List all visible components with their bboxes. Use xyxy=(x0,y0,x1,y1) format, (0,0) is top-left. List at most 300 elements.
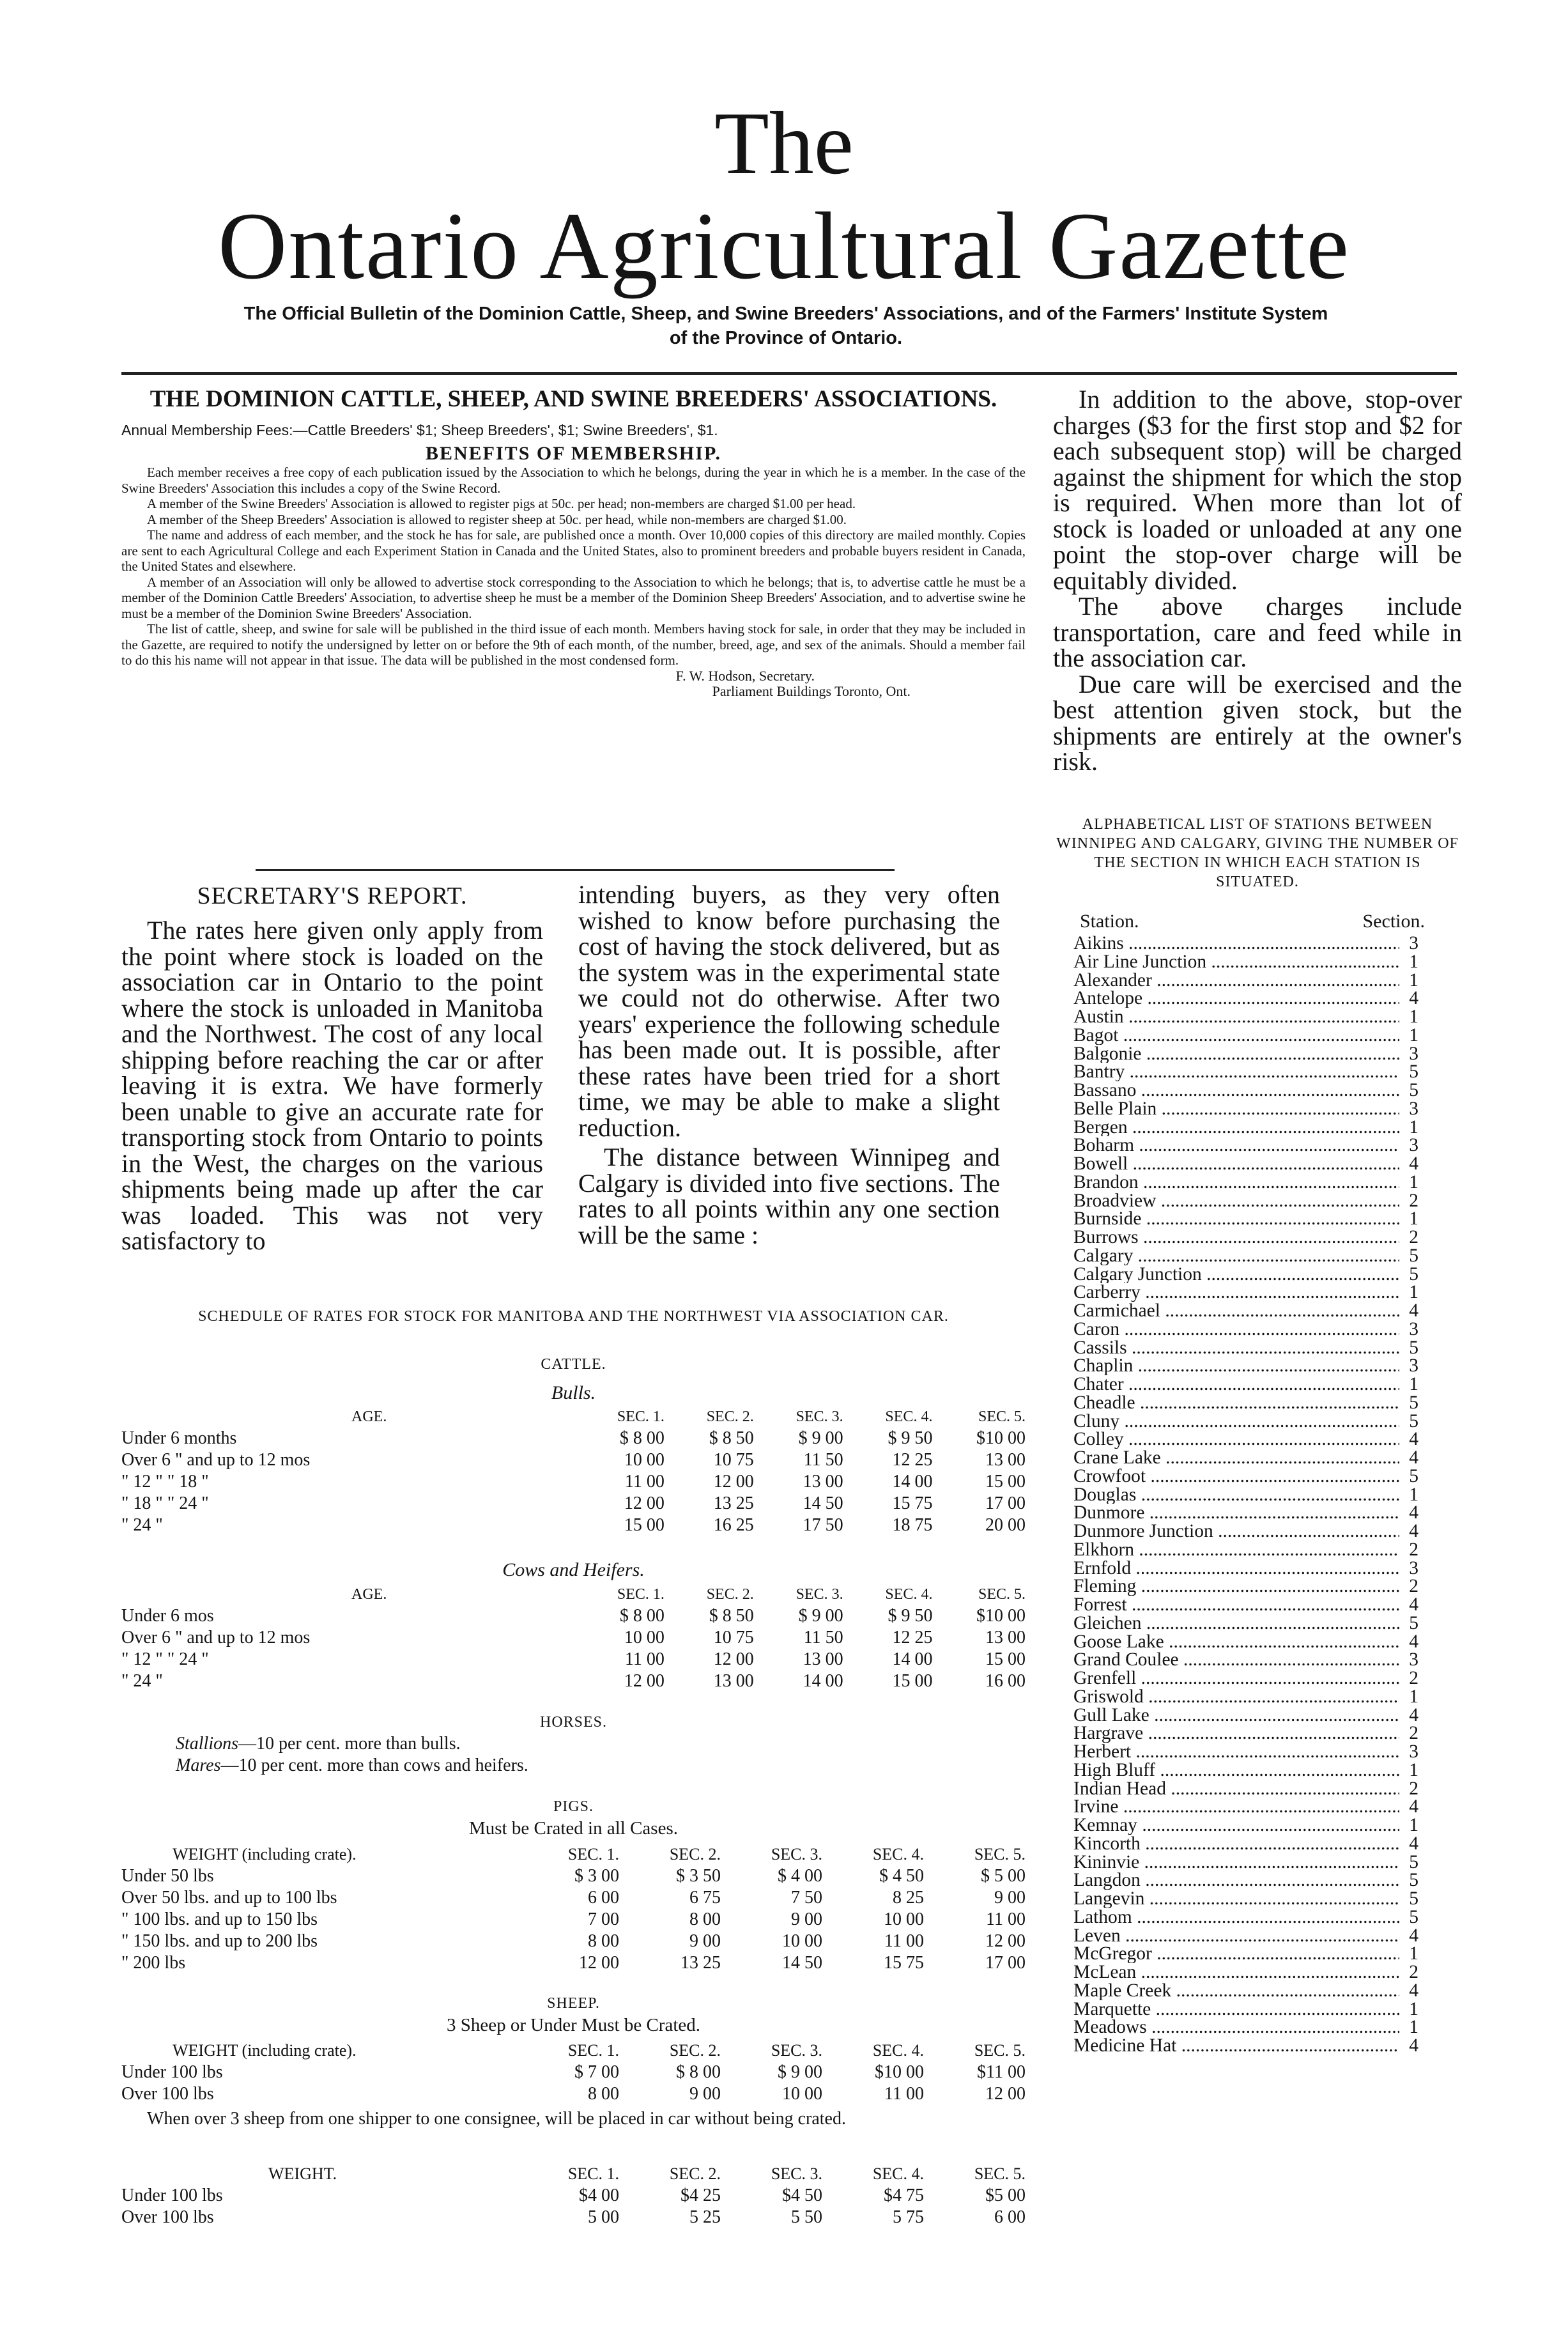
rate-cell: 11 50 xyxy=(803,1450,843,1470)
station-row xyxy=(1073,2037,1418,2055)
station-name: Austin ..... xyxy=(1073,1008,1399,1026)
station-name: Crowfoot ..... xyxy=(1073,1467,1399,1486)
station-name: Maple Creek ..... xyxy=(1073,1982,1399,2000)
rate-cell: $ 7 00 xyxy=(574,2062,619,2082)
station-row xyxy=(1073,1890,1418,1908)
station-section: 2 xyxy=(1409,1668,1418,1688)
station-name: Bagot ..... xyxy=(1073,1026,1399,1045)
station-name: Grenfell ..... xyxy=(1073,1669,1399,1688)
station-section: 3 xyxy=(1409,1318,1418,1339)
station-row xyxy=(1073,1761,1418,1780)
address: Parliament Buildings Toronto, Ont. xyxy=(712,683,911,699)
rate-cell: 10 00 xyxy=(782,1931,822,1951)
sheep-crated-rows xyxy=(121,2062,1026,2105)
rate-cell: 13 00 xyxy=(713,1671,754,1691)
rate-cell: 12 25 xyxy=(892,1450,933,1470)
rate-cell: $10 00 xyxy=(875,2062,924,2082)
masthead-rule xyxy=(121,372,1457,375)
station-section: 3 xyxy=(1409,1557,1418,1578)
rate-row-label: " 18 " " 24 " xyxy=(121,1493,209,1513)
sec-header: SEC. 5. xyxy=(974,2041,1026,2060)
station-section: 2 xyxy=(1409,1576,1418,1597)
station-row xyxy=(1073,1816,1418,1835)
benefit-paragraph: A member of the Sheep Breeders' Association is allowed to register sheep at 50c. per head, while non-members are charged $1.00. xyxy=(147,511,847,527)
station-row xyxy=(1073,1247,1418,1265)
rate-cell: $ 9 00 xyxy=(798,1428,843,1448)
station-row xyxy=(1073,1504,1418,1522)
rate-row xyxy=(121,1627,1026,1649)
station-section: 3 xyxy=(1409,1355,1418,1377)
report-col1 xyxy=(121,882,543,1254)
sec-header: SEC. 2. xyxy=(669,2164,721,2183)
station-name: Gleichen ..... xyxy=(1073,1614,1399,1633)
rate-cell: 13 00 xyxy=(803,1472,843,1492)
station-row xyxy=(1073,1706,1418,1725)
rate-row-label: Under 6 months xyxy=(121,1428,237,1448)
station-section: 1 xyxy=(1409,2017,1418,2038)
station-section: 4 xyxy=(1409,1521,1418,1541)
station-row xyxy=(1073,1908,1418,1927)
mares-label: Mares xyxy=(176,1755,221,1775)
pigs-table-wrap xyxy=(121,1844,1026,1974)
station-section: 2 xyxy=(1409,1962,1418,1982)
station-section: 5 xyxy=(1409,1061,1418,1083)
masthead-title: Ontario Agricultural Gazette xyxy=(218,193,1350,299)
sheep-note: 3 Sheep or Under Must be Crated. xyxy=(446,2015,701,2035)
station-section: 3 xyxy=(1409,933,1418,953)
rate-cell: 16 00 xyxy=(985,1671,1026,1691)
station-name: Bowell ..... xyxy=(1073,1155,1399,1173)
station-row xyxy=(1073,1780,1418,1798)
rate-cell: 13 00 xyxy=(985,1628,1026,1647)
sheep-table-wrap xyxy=(121,2040,1026,2105)
rate-row xyxy=(121,1449,1026,1471)
station-section: 4 xyxy=(1409,1502,1418,1523)
station-name: Bantry ..... xyxy=(1073,1063,1399,1081)
station-section: 1 xyxy=(1409,951,1418,972)
station-section: 5 xyxy=(1409,1392,1418,1413)
rate-cell: $ 4 00 xyxy=(778,1866,822,1886)
rate-row-label: Over 50 lbs. and up to 100 lbs xyxy=(121,1888,337,1908)
station-row xyxy=(1073,1155,1418,1173)
rate-cell: 12 00 xyxy=(985,1931,1026,1951)
station-section: 4 xyxy=(1409,1153,1418,1174)
sec-header: SEC. 4. xyxy=(872,2164,924,2183)
rate-cell: $ 8 00 xyxy=(676,2062,721,2082)
station-section: 1 xyxy=(1409,1998,1418,2019)
station-section: 3 xyxy=(1409,1135,1418,1156)
membership-fees: Annual Membership Fees:—Cattle Breeders' $1; Sheep Breeders', $1; Swine Breeders', $1. xyxy=(121,422,718,438)
station-name: Fleming ..... xyxy=(1073,1577,1399,1596)
benefit-paragraph: Each member receives a free copy of each publication issued by the Association to which he belongs, during the year in which he is a member. In the case of the Swine Breeders' Association this includes a copy of the Swine Record. xyxy=(121,465,1026,496)
station-section: 4 xyxy=(1409,1704,1418,1725)
station-section: 1 xyxy=(1409,1007,1418,1027)
station-section: 5 xyxy=(1409,1465,1418,1486)
station-row xyxy=(1073,1228,1418,1247)
station-section: 4 xyxy=(1409,988,1418,1009)
cows-table-wrap xyxy=(121,1584,1026,1692)
right-intro xyxy=(1053,387,1462,775)
sheep-paragraph: When over 3 sheep from one shipper to one consignee, will be placed in car without being crated. xyxy=(147,2109,846,2129)
sec-header: SEC. 3. xyxy=(771,1845,822,1863)
rate-cell: 14 00 xyxy=(803,1671,843,1691)
report-paragraph-3: The distance between Winnipeg and Calgary is divided into five sections. The rates to all points within any one section will be the same : xyxy=(578,1143,1000,1249)
report-heading: SECRETARY'S REPORT. xyxy=(197,883,468,909)
report-col2 xyxy=(578,882,1000,1248)
station-row xyxy=(1073,1596,1418,1614)
associations-block xyxy=(121,387,1026,699)
stallions-rate: —10 per cent. more than bulls. xyxy=(238,1734,461,1754)
station-section: 4 xyxy=(1409,1925,1418,1946)
rate-row xyxy=(121,1670,1026,1692)
station-name: Kincorth ..... xyxy=(1073,1835,1399,1853)
rate-cell: $ 9 00 xyxy=(778,2062,822,2082)
station-row xyxy=(1073,1265,1418,1284)
rate-cell: 7 50 xyxy=(791,1888,822,1908)
station-section: 1 xyxy=(1409,1686,1418,1707)
rate-cell: 8 00 xyxy=(588,1931,619,1951)
station-section: 1 xyxy=(1409,1208,1418,1230)
rate-cell: 11 50 xyxy=(803,1628,843,1647)
rate-cell: 8 25 xyxy=(893,1888,924,1908)
station-section: 1 xyxy=(1409,1943,1418,1964)
station-name: Grand Coulee ..... xyxy=(1073,1651,1399,1669)
station-section: 5 xyxy=(1409,1263,1418,1284)
rate-row-label: Under 6 mos xyxy=(121,1606,214,1626)
rate-cell: 20 00 xyxy=(985,1515,1026,1535)
cows-table xyxy=(121,1584,1026,1692)
station-name: Langdon ..... xyxy=(1073,1871,1399,1890)
station-section: 2 xyxy=(1409,1190,1418,1211)
station-name: Dunmore Junction ..... xyxy=(1073,1522,1399,1541)
bulls-rows xyxy=(121,1428,1026,1536)
station-section: 5 xyxy=(1409,1612,1418,1633)
station-name: Antelope ..... xyxy=(1073,989,1399,1008)
rate-cell: $4 00 xyxy=(579,2186,619,2205)
rate-cell: $ 9 00 xyxy=(798,1606,843,1626)
sec-header: SEC. 5. xyxy=(974,1845,1026,1863)
station-row xyxy=(1073,989,1418,1008)
station-row xyxy=(1073,1798,1418,1816)
station-section: 4 xyxy=(1409,1796,1418,1817)
benefits-heading: BENEFITS OF MEMBERSHIP. xyxy=(425,443,722,464)
station-name: Alexander ..... xyxy=(1073,971,1399,990)
rate-row-label: " 12 " " 24 " xyxy=(121,1649,209,1669)
station-name: Medicine Hat ..... xyxy=(1073,2037,1399,2055)
station-section: 3 xyxy=(1409,1043,1418,1064)
station-name: Calgary Junction ..... xyxy=(1073,1265,1399,1284)
station-row xyxy=(1073,1486,1418,1504)
station-section: 4 xyxy=(1409,2035,1418,2056)
station-name: Elkhorn ..... xyxy=(1073,1541,1399,1559)
station-row xyxy=(1073,1192,1418,1210)
rate-cell: $ 9 50 xyxy=(888,1428,933,1448)
rate-cell: 11 00 xyxy=(986,1909,1026,1929)
rate-cell: 13 00 xyxy=(985,1450,1026,1470)
rate-cell: 9 00 xyxy=(689,2084,721,2104)
station-section: 5 xyxy=(1409,1245,1418,1266)
rate-row-label: Under 50 lbs xyxy=(121,1866,214,1886)
pigs-rows xyxy=(121,1865,1026,1974)
station-row xyxy=(1073,1026,1418,1045)
rate-row-label: " 12 " " 18 " xyxy=(121,1472,209,1492)
station-row xyxy=(1073,1430,1418,1449)
station-name: Cassils ..... xyxy=(1073,1339,1399,1357)
station-section: 5 xyxy=(1409,1870,1418,1891)
bulls-table xyxy=(121,1406,1026,1536)
station-name: Hargrave ..... xyxy=(1073,1724,1399,1743)
rate-cell: 9 00 xyxy=(689,1931,721,1951)
rate-cell: $ 8 50 xyxy=(709,1428,754,1448)
station-name: Cluny ..... xyxy=(1073,1412,1399,1431)
charges-paragraph: The above charges include transportation, care and feed while in the association car. xyxy=(1053,592,1462,672)
rate-cell: 14 00 xyxy=(892,1649,933,1669)
station-row xyxy=(1073,1302,1418,1320)
station-name: Langevin ..... xyxy=(1073,1890,1399,1908)
rate-cell: 5 00 xyxy=(588,2207,619,2227)
rate-cell: 13 25 xyxy=(713,1493,754,1513)
station-section: 1 xyxy=(1409,1171,1418,1192)
benefit-paragraph: The list of cattle, sheep, and swine for sale will be published in the third issue of each month. Members having stock for sale, in order that they may be included in the Gazette, are required to notify the undersigned by letter on or before the 9th of each month, of the number, breed, age, and sex of the animals. Should a member fail to do this his name will not appear in that issue. The data will be published in the most condensed form. xyxy=(121,621,1026,668)
station-section: 4 xyxy=(1409,1631,1418,1652)
stallions-label: Stallions xyxy=(176,1734,239,1754)
sec-header: SEC. 3. xyxy=(771,2041,822,2060)
station-section: 4 xyxy=(1409,1980,1418,2001)
rate-cell: 12 00 xyxy=(579,1953,619,1973)
age-header: AGE. xyxy=(351,1586,387,1603)
stations-title: ALPHABETICAL LIST OF STATIONS BETWEEN WINNIPEG AND CALGARY, GIVING THE NUMBER OF THE SECTION IN WHICH EACH STATION IS SITUATED. xyxy=(1056,816,1459,890)
rate-cell: $ 8 00 xyxy=(619,1428,665,1448)
rate-cell: 6 75 xyxy=(689,1888,721,1908)
station-row xyxy=(1073,1008,1418,1026)
sec-header: SEC. 1. xyxy=(567,1845,619,1863)
report-paragraph-2: intending buyers, as they very often wished to know before purchasing the cost of having the stock delivered, but as the system was in the experimental state we could not do otherwise. After two years' experience the following schedule has been made out. It is possible, after these rates have been tried for a short time, we may be able to make a slight reduction. xyxy=(578,880,1000,1142)
station-name: Kininvie ..... xyxy=(1073,1853,1399,1872)
sec-header: SEC. 2. xyxy=(669,1845,721,1863)
station-section: 4 xyxy=(1409,1833,1418,1854)
sheep-loose-table xyxy=(121,2163,1026,2228)
rate-row-label: " 200 lbs xyxy=(121,1953,186,1973)
station-row xyxy=(1073,1118,1418,1137)
section-column-header: Section. xyxy=(1362,911,1425,932)
rate-row xyxy=(121,1649,1026,1670)
horses-rates xyxy=(176,1733,528,1777)
rate-row xyxy=(121,1428,1026,1449)
sec-header: SEC. 5. xyxy=(978,1586,1026,1603)
benefit-paragraph: A member of an Association will only be allowed to advertise stock corresponding to the Association to which he belongs; that is, to advertise cattle he must be a member of the Dominion Cattle Breeders' Association, to advertise sheep he must be a member of the Dominion Sheep Breeders' Association, and to advertise swine he must be a member of the Dominion Swine Breeders' Association. xyxy=(121,574,1026,621)
station-name: Crane Lake ..... xyxy=(1073,1449,1399,1467)
station-section: 2 xyxy=(1409,1539,1418,1560)
station-name: Goose Lake ..... xyxy=(1073,1633,1399,1651)
station-row xyxy=(1073,1853,1418,1872)
rate-cell: 5 75 xyxy=(893,2207,924,2227)
station-row xyxy=(1073,1633,1418,1651)
rate-cell: 11 00 xyxy=(884,2084,924,2104)
rate-cell: 10 75 xyxy=(713,1628,754,1647)
benefits-paragraphs xyxy=(121,465,1026,668)
station-name: Gull Lake ..... xyxy=(1073,1706,1399,1725)
station-row xyxy=(1073,1063,1418,1081)
station-name: Cheadle ..... xyxy=(1073,1394,1399,1412)
station-name: Calgary ..... xyxy=(1073,1247,1399,1265)
rate-row-label: " 150 lbs. and up to 200 lbs xyxy=(121,1931,318,1951)
weight-header: WEIGHT (including crate). xyxy=(173,2041,357,2060)
station-column-header: Station. xyxy=(1080,911,1139,932)
station-row xyxy=(1073,1614,1418,1633)
station-name: Leven ..... xyxy=(1073,1927,1399,1945)
station-section: 3 xyxy=(1409,1649,1418,1670)
rate-row xyxy=(121,2207,1026,2228)
masthead-subtitle: The Official Bulletin of the Dominion Cattle, Sheep, and Swine Breeders' Associations, and of the Farmers' Institute System of the Province of Ontario. xyxy=(243,304,1328,348)
rate-cell: 18 75 xyxy=(892,1515,933,1535)
weight-header: WEIGHT (including crate). xyxy=(173,1845,357,1863)
rate-cell: 14 50 xyxy=(803,1493,843,1513)
cows-rows xyxy=(121,1605,1026,1692)
benefit-paragraph: The name and address of each member, and the stock he has for sale, are published once a month. Over 10,000 copies of this directory are mailed monthly. Copies are sent to each Agricultural College and each Experiment Station in Canada and the United States, also to prominent breeders and probable buyers resident in Canada, the United States and elsewhere. xyxy=(121,527,1026,574)
sec-header: SEC. 3. xyxy=(796,1586,843,1603)
rate-row-label: Over 6 " and up to 12 mos xyxy=(121,1450,311,1470)
rate-cell: 15 75 xyxy=(884,1953,924,1973)
station-section: 4 xyxy=(1409,1429,1418,1450)
station-section: 4 xyxy=(1409,1447,1418,1468)
masthead-the: The xyxy=(714,94,854,193)
station-name: Burrows ..... xyxy=(1073,1228,1399,1247)
station-row xyxy=(1073,1449,1418,1467)
station-section: 1 xyxy=(1409,1815,1418,1835)
rate-row xyxy=(121,1887,1026,1909)
station-name: Brandon ..... xyxy=(1073,1173,1399,1192)
station-section: 1 xyxy=(1409,1484,1418,1505)
rate-cell: 15 00 xyxy=(985,1649,1026,1669)
station-section: 1 xyxy=(1409,969,1418,991)
rate-cell: $4 50 xyxy=(782,2186,822,2205)
station-name: Broadview ..... xyxy=(1073,1192,1399,1210)
station-name: Belle Plain ..... xyxy=(1073,1100,1399,1118)
rate-cell: 11 00 xyxy=(884,1931,924,1951)
rate-cell: $ 3 00 xyxy=(574,1866,619,1886)
station-row xyxy=(1073,1210,1418,1228)
rate-row xyxy=(121,1515,1026,1536)
rate-row-label: " 24 " xyxy=(121,1671,163,1691)
rate-cell: $11 00 xyxy=(977,2062,1026,2082)
sec-header: SEC. 4. xyxy=(872,2041,924,2060)
rate-cell: $ 8 00 xyxy=(619,1606,665,1626)
sec-header: SEC. 3. xyxy=(771,2164,822,2183)
station-row xyxy=(1073,1357,1418,1375)
rate-cell: $10 00 xyxy=(976,1428,1026,1448)
station-row xyxy=(1073,1688,1418,1706)
station-name: Dunmore ..... xyxy=(1073,1504,1399,1522)
mares-rate: —10 per cent. more than cows and heifers. xyxy=(220,1755,528,1775)
sheep-loose-rows xyxy=(121,2185,1026,2228)
station-row xyxy=(1073,1963,1418,1982)
rate-cell: $ 8 50 xyxy=(709,1606,754,1626)
station-name: Bassano ..... xyxy=(1073,1081,1399,1100)
station-section: 5 xyxy=(1409,1888,1418,1909)
station-name: Air Line Junction ..... xyxy=(1073,953,1399,971)
rate-row xyxy=(121,1605,1026,1627)
rate-cell: 9 00 xyxy=(994,1888,1026,1908)
station-name: Irvine ..... xyxy=(1073,1798,1399,1816)
rate-cell: 13 25 xyxy=(680,1953,721,1973)
weight-header: WEIGHT. xyxy=(268,2164,337,2183)
station-row xyxy=(1073,1577,1418,1596)
associations-rule xyxy=(256,869,895,871)
rate-cell: 5 50 xyxy=(791,2207,822,2227)
station-section: 5 xyxy=(1409,1080,1418,1100)
rate-cell: 17 00 xyxy=(985,1493,1026,1513)
rate-cell: 15 75 xyxy=(892,1493,933,1513)
rate-cell: $5 00 xyxy=(985,2186,1026,2205)
cattle-label: CATTLE. xyxy=(541,1356,606,1373)
sec-header: SEC. 1. xyxy=(567,2164,619,2183)
sec-header: SEC. 1. xyxy=(617,1408,665,1425)
station-name: Kemnay ..... xyxy=(1073,1816,1399,1835)
station-row xyxy=(1073,1541,1418,1559)
rate-cell: 14 00 xyxy=(892,1472,933,1492)
rate-cell: 14 50 xyxy=(782,1953,822,1973)
horses-label: HORSES. xyxy=(539,1714,608,1731)
station-name: Carberry ..... xyxy=(1073,1283,1399,1302)
station-name: Forrest ..... xyxy=(1073,1596,1399,1614)
rate-row xyxy=(121,1909,1026,1931)
pigs-note: Must be Crated in all Cases. xyxy=(468,1818,678,1839)
station-row xyxy=(1073,934,1418,953)
station-section: 3 xyxy=(1409,1741,1418,1762)
station-name: Carmichael ..... xyxy=(1073,1302,1399,1320)
rate-row xyxy=(121,1493,1026,1515)
cows-label: Cows and Heifers. xyxy=(502,1559,645,1580)
station-section: 4 xyxy=(1409,1594,1418,1615)
rate-cell: 13 00 xyxy=(803,1649,843,1669)
pigs-label: PIGS. xyxy=(553,1798,594,1815)
station-section: 1 xyxy=(1409,1116,1418,1138)
station-section: 5 xyxy=(1409,1337,1418,1358)
station-name: Meadows ..... xyxy=(1073,2018,1399,2037)
rate-cell: 10 00 xyxy=(884,1909,924,1929)
rate-cell: 8 00 xyxy=(588,2084,619,2104)
rate-cell: 10 00 xyxy=(624,1450,665,1470)
rate-cell: 17 00 xyxy=(985,1953,1026,1973)
station-name: Caron ..... xyxy=(1073,1320,1399,1339)
station-name: Aikins ..... xyxy=(1073,934,1399,953)
station-row xyxy=(1073,1320,1418,1339)
station-row xyxy=(1073,1412,1418,1431)
sec-header: SEC. 2. xyxy=(706,1586,754,1603)
station-row xyxy=(1073,1724,1418,1743)
sec-header: SEC. 5. xyxy=(974,2164,1026,2183)
rate-cell: $ 4 50 xyxy=(879,1866,924,1886)
station-section: 2 xyxy=(1409,1723,1418,1744)
sheep-label: SHEEP. xyxy=(547,1995,600,2012)
station-section: 5 xyxy=(1409,1851,1418,1872)
station-name: Boharm ..... xyxy=(1073,1136,1399,1155)
station-section: 2 xyxy=(1409,1778,1418,1799)
rate-cell: 17 50 xyxy=(803,1515,843,1535)
station-row xyxy=(1073,1743,1418,1761)
sec-header: SEC. 4. xyxy=(885,1586,933,1603)
rate-cell: 6 00 xyxy=(588,1888,619,1908)
rate-cell: 11 00 xyxy=(624,1649,665,1669)
station-name: High Bluff ..... xyxy=(1073,1761,1399,1780)
station-row xyxy=(1073,1283,1418,1302)
bulls-label: Bulls. xyxy=(551,1382,596,1403)
sec-header: SEC. 4. xyxy=(885,1408,933,1425)
station-section: 4 xyxy=(1409,1300,1418,1321)
rate-cell: 15 00 xyxy=(892,1671,933,1691)
sec-header: SEC. 1. xyxy=(617,1586,665,1603)
rate-cell: $ 5 00 xyxy=(981,1866,1026,1886)
